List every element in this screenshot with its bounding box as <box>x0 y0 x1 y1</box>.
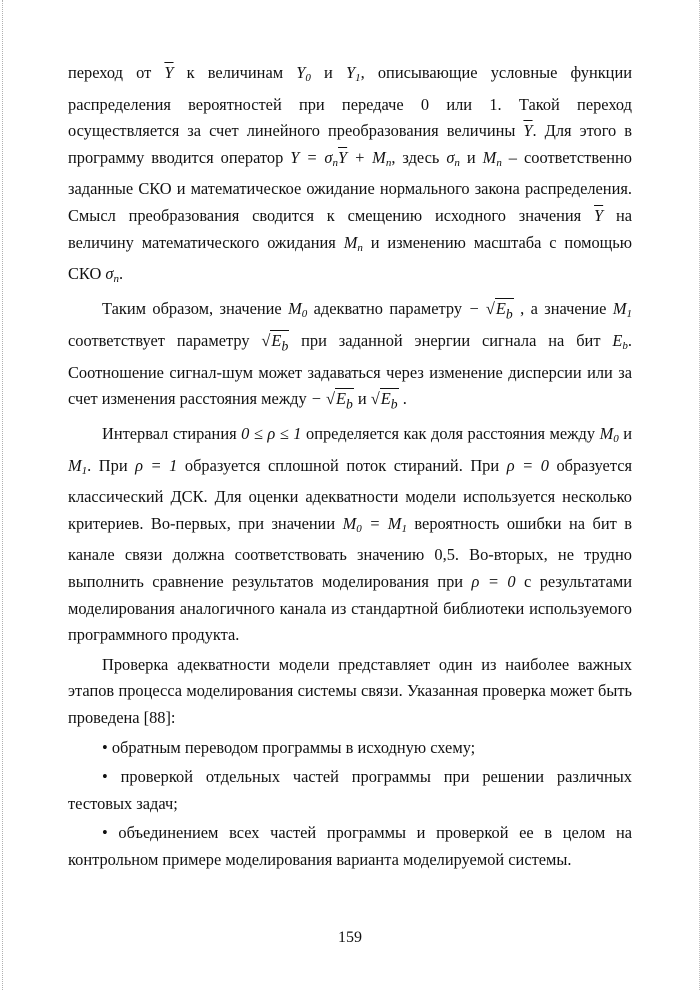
equation-rho0: ρ = 0 <box>471 571 516 591</box>
math-symbol: $M_n$ <box>372 147 392 169</box>
math-symbol: ρ <box>135 455 144 475</box>
radical-sign: √ <box>325 389 335 409</box>
text-run: к величинам <box>173 63 297 82</box>
text-run: адекватно параметру <box>307 298 469 318</box>
math-symbol: $\sigma_n$ <box>446 147 460 169</box>
sqrt-expression: − $√E_b$ <box>310 389 353 412</box>
text-run: и изменению масштаба с помощью СКО <box>68 232 632 284</box>
text-run: • проверкой отдельных частей программы при решении различных тестовых задач; <box>68 767 632 813</box>
math-symbol: $M_1$ <box>612 298 632 320</box>
page-body <box>68 60 632 873</box>
bullet-item-2 <box>68 764 632 817</box>
text-run: переход от <box>68 63 165 82</box>
text-run: . Соотношение сигнал-шум может задаваться через изменение дисперсии или за счет изменения расстояния между <box>68 330 633 409</box>
math-symbol: $M_1$ <box>387 513 407 535</box>
math-symbol: $M_n$ <box>482 147 502 169</box>
math-symbol: $\overline{Y}$ <box>338 147 348 167</box>
equation-m0m1: $M_0 = M_1$ <box>342 513 407 535</box>
radicand: $E_b$ <box>495 298 513 322</box>
math-symbol: $\overline{Y}$ <box>164 63 174 82</box>
text-run: . <box>398 389 407 409</box>
paragraph-2 <box>68 296 632 418</box>
page-edge-left <box>2 0 3 990</box>
radicand: $E_b$ <box>335 389 353 412</box>
text-run: Проверка адекватности модели представляет один из наиболее важных этапов процесса моделирования системы связи. Указанная проверка может быть проведена [88]: <box>68 654 632 727</box>
radicand: $E_b$ <box>271 330 289 353</box>
math-symbol: $M_0$ <box>288 298 308 320</box>
text-run: и <box>353 389 371 409</box>
sqrt-expression <box>261 330 289 353</box>
text-run: . <box>119 264 124 284</box>
text-run: образуется классический ДСК. Для оценки адекватности модели используется несколько критериев. Во-первых, при значении <box>68 455 633 533</box>
text-run: – соответственно заданные СКО и математическое ожидание нормального закона распределения. Смысл преобразования сводится к смещению исходного значения <box>68 147 632 225</box>
math-symbol: $\sigma_n$ <box>324 147 338 169</box>
text-run: . При <box>87 455 136 475</box>
math-symbol: $M_0$ <box>599 423 619 445</box>
text-run: определяется как доля расстояния между <box>301 423 600 443</box>
text-run: • обратным переводом программы в исходную схему; <box>102 737 476 757</box>
radical-sign: √ <box>485 298 495 318</box>
text-run: и <box>310 63 346 82</box>
text-run: образуется сплошной поток стираний. При <box>177 455 507 475</box>
math-symbol: $\overline{Y}$ <box>523 121 533 141</box>
equation-rho0: ρ = 0 <box>506 455 549 475</box>
text-run: Интервал стирания <box>102 423 242 443</box>
text-run: • объединением всех частей программы и проверкой ее в целом на контрольном примере моделирования варианта моделируемой системы. <box>68 823 632 869</box>
page-number: 159 <box>338 929 362 946</box>
text-run: и <box>618 423 633 443</box>
equation-op: $Y = \sigma_n\overline{Y} + M_n$ <box>290 147 392 169</box>
paragraph-1 <box>68 60 632 293</box>
sqrt-expression: − $√E_b$ <box>468 298 513 322</box>
math-symbol: $\sigma_n$ <box>105 264 119 286</box>
text-run: , описывающие условные функции распределения вероятностей при передаче 0 или 1. Такой переход осуществляется за счет линейного преобразования величины <box>68 63 632 141</box>
text-run: с результатами моделирования аналогичного канала из стандартной библиотеки используемого программного продукта. <box>68 571 632 645</box>
text-run: соответствует параметру <box>68 330 262 350</box>
radical-sign: √ <box>370 389 380 409</box>
text-run: Таким образом, значение <box>102 298 289 318</box>
math-symbol: $Y_1$ <box>345 63 361 84</box>
sqrt-expression <box>370 388 399 412</box>
math-symbol: $Y_0$ <box>296 63 311 84</box>
math-symbol: Y <box>290 147 300 167</box>
math-symbol: $\overline{Y}$ <box>594 205 604 225</box>
math-symbol: ρ <box>506 455 515 475</box>
text-run: . Для этого в программу вводится оператор <box>68 121 633 167</box>
bullet-item-1 <box>68 735 632 762</box>
equation-rho1: ρ = 1 <box>135 455 178 475</box>
math-symbol: $M_1$ <box>68 455 88 477</box>
text-run: , а значение <box>513 298 613 318</box>
radical-sign: √ <box>261 330 271 350</box>
math-symbol: $E_b$ <box>612 330 628 352</box>
paragraph-3 <box>68 421 632 649</box>
math-symbol: $M_0$ <box>342 513 362 535</box>
bullet-item-3 <box>68 820 632 873</box>
paragraph-4 <box>68 652 632 732</box>
text-run: при заданной энергии сигнала на бит <box>289 330 613 350</box>
radicand: $E_b$ <box>380 389 398 412</box>
text-run: и <box>459 147 483 167</box>
text-run: , здесь <box>391 147 447 167</box>
math-symbol: $M_n$ <box>343 232 363 254</box>
math-symbol: ρ <box>471 571 480 591</box>
equation-interval: 0 ≤ ρ ≤ 1 <box>241 423 302 443</box>
math-symbol: ρ <box>267 423 276 443</box>
text-run: на величину математического ожидания <box>68 205 632 252</box>
text-run: вероятность ошибки на бит в канале связи должна соответствовать значению 0,5. Во-вторых, не трудно выполнить сравнение результатов моделирования при <box>68 513 632 591</box>
